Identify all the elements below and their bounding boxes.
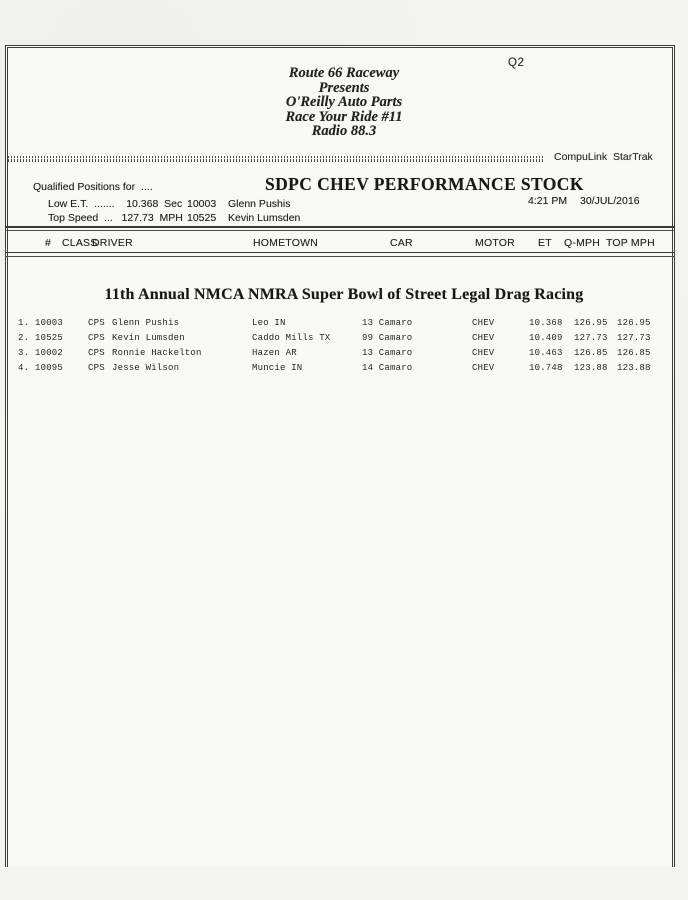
header-rule-top (5, 226, 675, 231)
cell-car: 14 Camaro (362, 363, 413, 373)
cell-qmph: 127.73 (574, 333, 608, 343)
event-title: 11th Annual NMCA NMRA Super Bowl of Street Legal Drag Racing (104, 286, 584, 303)
low-et-car-number: 10003 (187, 198, 217, 210)
table-row (0, 348, 688, 363)
col-header-hometown: HOMETOWN (253, 237, 318, 249)
table-row (0, 318, 688, 333)
cell-hometown: Leo IN (252, 318, 286, 328)
col-header-motor: MOTOR (475, 237, 515, 249)
cell-position: 2. (18, 333, 30, 343)
cell-motor: CHEV (472, 348, 495, 358)
class-title: SDPC CHEV PERFORMANCE STOCK (265, 174, 584, 194)
col-header-et: ET (538, 237, 552, 249)
event-name-line: Race Your Ride #11 (285, 108, 403, 125)
col-header-class: CLASS (62, 237, 98, 249)
track-name: Route 66 Raceway (288, 65, 400, 81)
cell-et: 10.463 (529, 348, 563, 358)
col-header-pos: # (45, 237, 52, 249)
cell-motor: CHEV (472, 333, 495, 343)
cell-car-number: 10095 (35, 363, 64, 373)
event-header-block (0, 66, 688, 139)
sponsor-line: O'Reilly Auto Parts (285, 94, 403, 111)
cell-topmph: 126.85 (617, 348, 651, 358)
cell-car-number: 10002 (35, 348, 64, 358)
cell-qmph: 123.88 (574, 363, 608, 373)
cell-car: 99 Camaro (362, 333, 413, 343)
timing-brand: CompuLink StarTrak (554, 151, 653, 163)
cell-hometown: Muncie IN (252, 363, 303, 373)
cell-driver: Glenn Pushis (112, 318, 180, 328)
col-header-topmph: TOP MPH (606, 237, 655, 249)
cell-topmph: 126.95 (617, 318, 651, 328)
cell-class: CPS (88, 333, 105, 343)
page-border-frame (5, 45, 675, 867)
cell-et: 10.368 (529, 318, 563, 328)
run-label: Q2 (508, 57, 525, 69)
col-header-car: CAR (390, 237, 413, 249)
cell-et: 10.409 (529, 333, 563, 343)
cell-driver: Kevin Lumsden (112, 333, 185, 343)
low-et-line: Low E.T. ....... 10.368 Sec (48, 198, 183, 210)
col-header-driver: DRIVER (92, 237, 133, 249)
cell-motor: CHEV (472, 318, 495, 328)
cell-hometown: Caddo Mills TX (252, 333, 331, 343)
cell-position: 1. (18, 318, 30, 328)
qualified-positions-label: Qualified Positions for .... (33, 181, 153, 193)
cell-class: CPS (88, 348, 105, 358)
cell-car: 13 Camaro (362, 318, 413, 328)
top-speed-driver: Kevin Lumsden (228, 212, 301, 224)
cell-car-number: 10003 (35, 318, 64, 328)
cell-topmph: 127.73 (617, 333, 651, 343)
cell-car: 13 Camaro (362, 348, 413, 358)
table-row (0, 363, 688, 378)
cell-driver: Ronnie Hackelton (112, 348, 202, 358)
presents-line: Presents (318, 79, 370, 96)
table-row (0, 333, 688, 348)
radio-line: Radio 88.3 (311, 123, 377, 140)
cell-motor: CHEV (472, 363, 495, 373)
cell-class: CPS (88, 363, 105, 373)
print-date: 30/JUL/2016 (580, 195, 640, 207)
header-rule-bottom (5, 252, 675, 257)
col-header-qmph: Q-MPH (564, 237, 600, 249)
cell-qmph: 126.95 (574, 318, 608, 328)
low-et-driver: Glenn Pushis (228, 198, 291, 210)
cell-position: 3. (18, 348, 30, 358)
cell-qmph: 126.85 (574, 348, 608, 358)
timing-ribbon-divider (8, 156, 545, 162)
cell-topmph: 123.88 (617, 363, 651, 373)
cell-position: 4. (18, 363, 30, 373)
print-time: 4:21 PM (528, 195, 568, 207)
cell-et: 10.748 (529, 363, 563, 373)
results-table (0, 318, 688, 378)
cell-hometown: Hazen AR (252, 348, 297, 358)
cell-class: CPS (88, 318, 105, 328)
top-speed-line: Top Speed ... 127.73 MPH (48, 212, 183, 224)
top-speed-car-number: 10525 (187, 212, 217, 224)
cell-driver: Jesse Wilson (112, 363, 180, 373)
cell-car-number: 10525 (35, 333, 64, 343)
